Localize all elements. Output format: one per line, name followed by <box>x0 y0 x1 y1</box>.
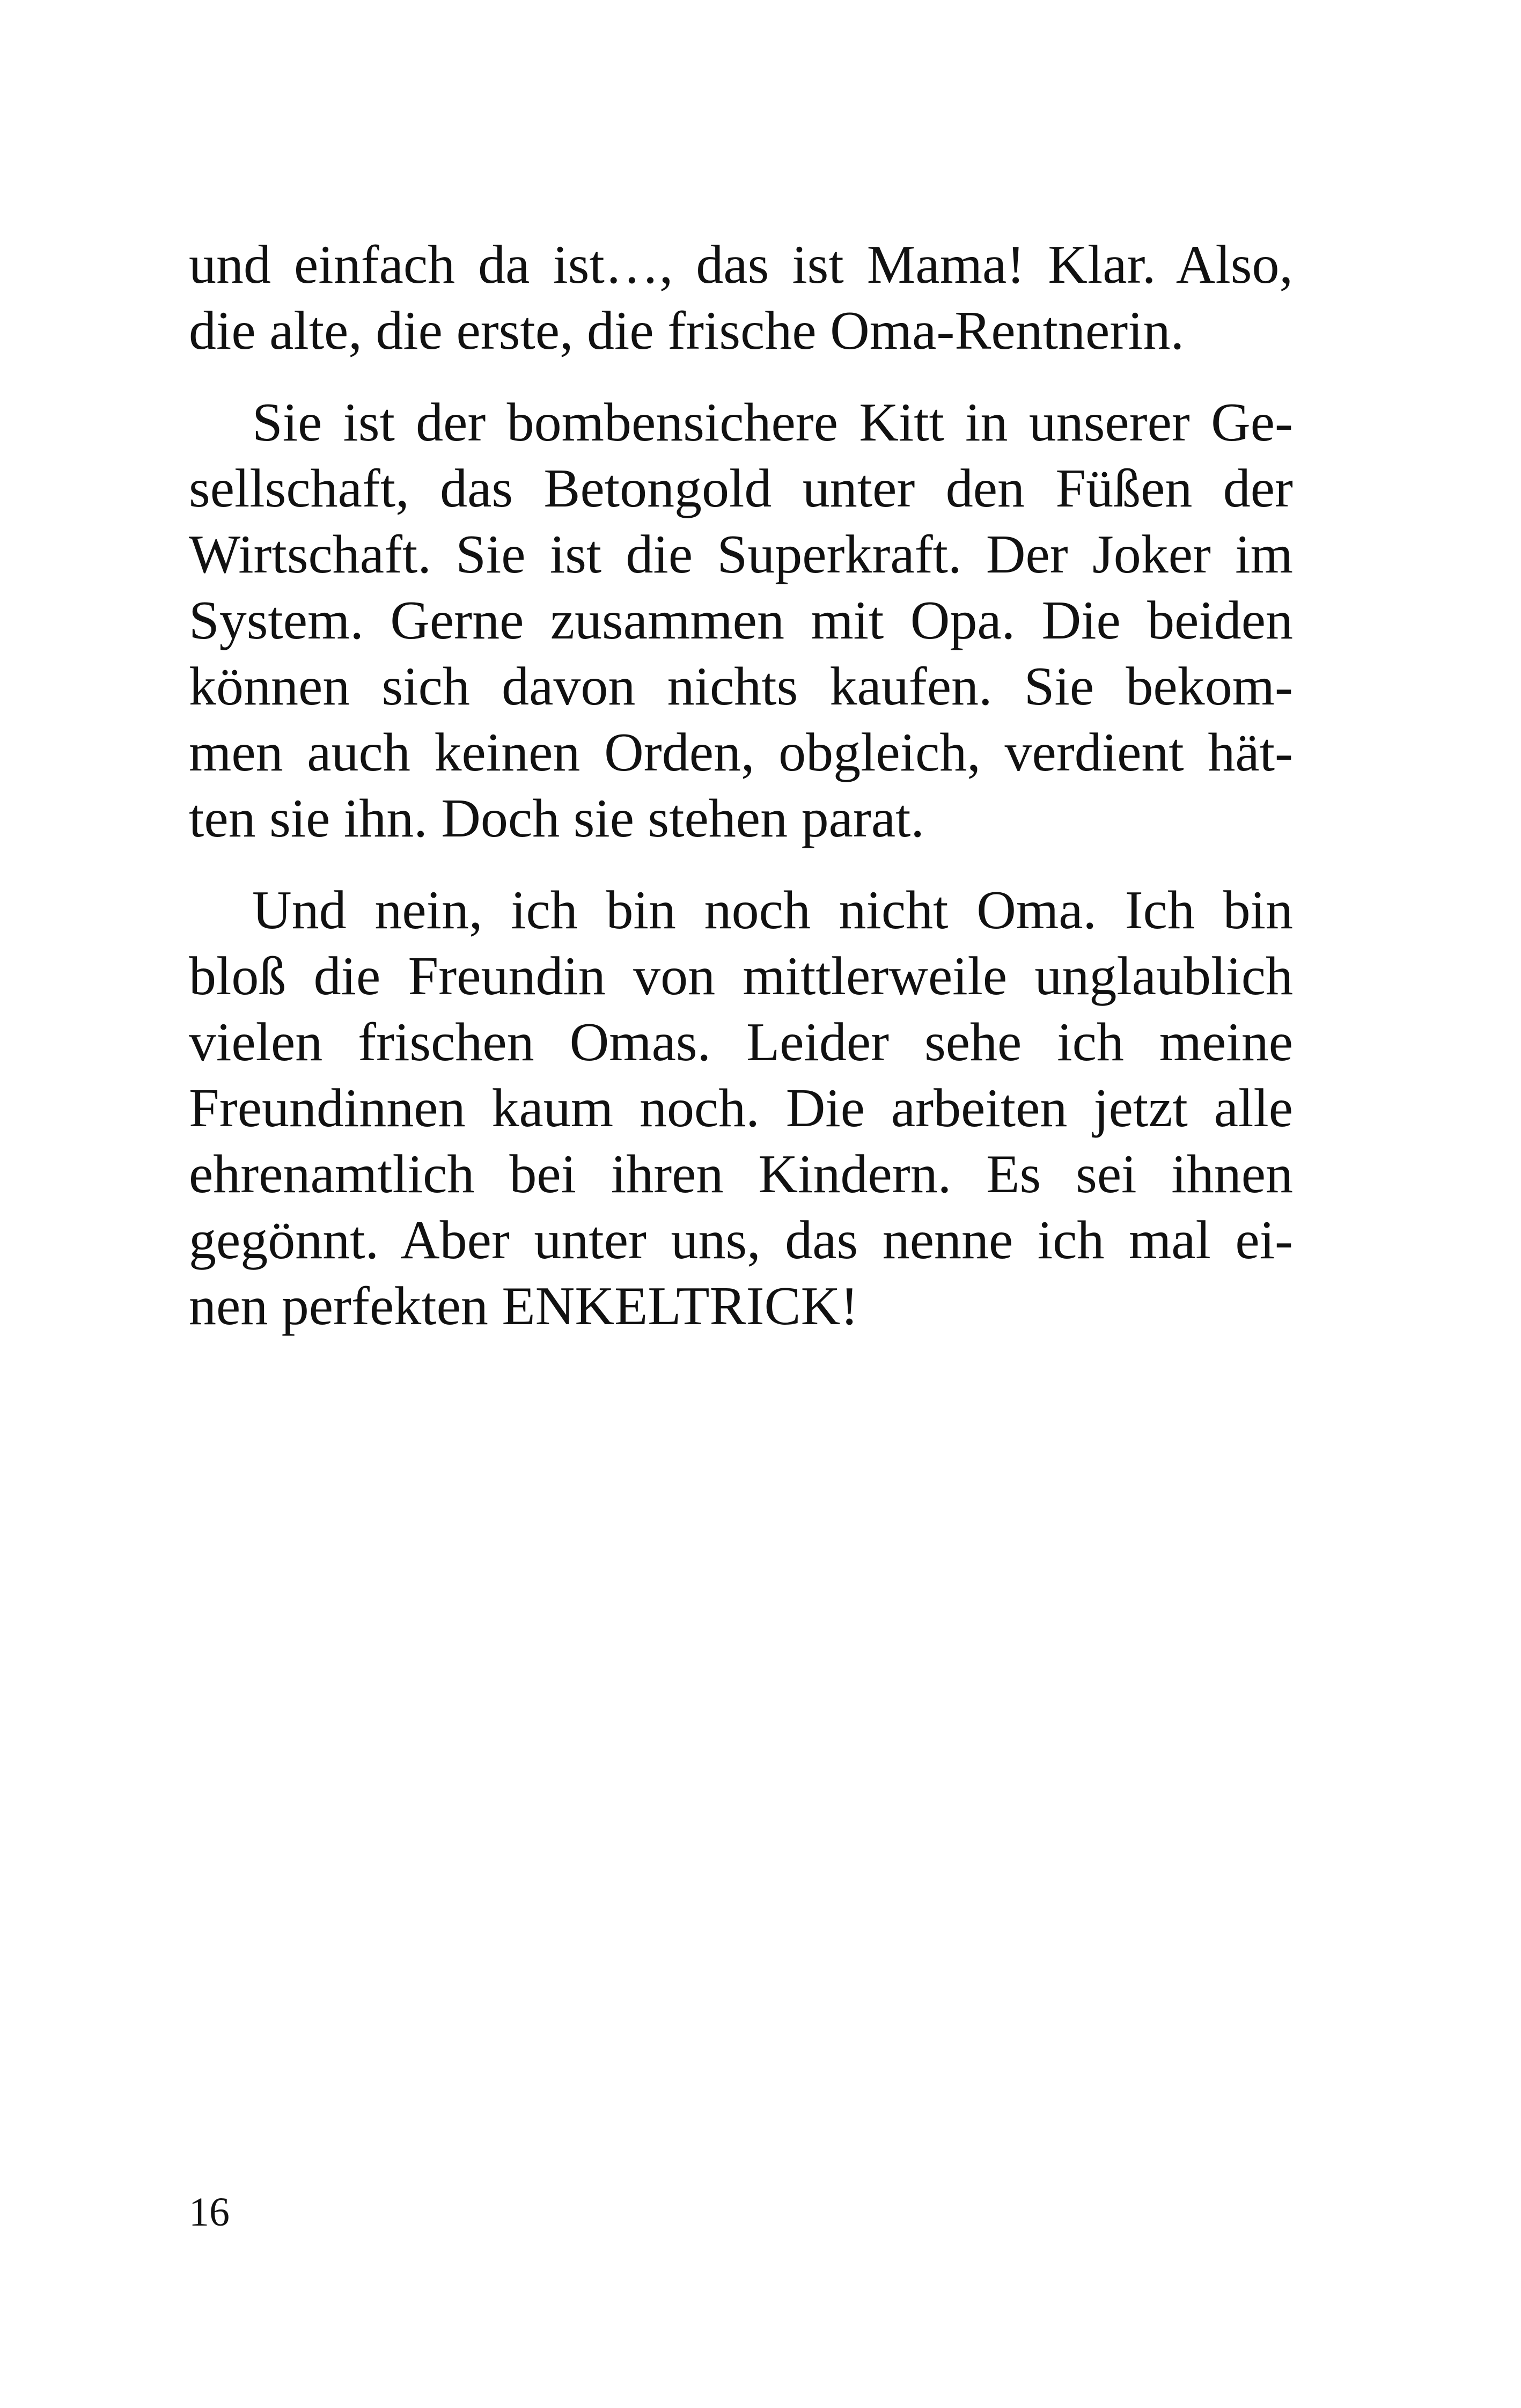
text-line: ten sie ihn. Doch sie stehen parat. <box>189 788 924 849</box>
page-number: 16 <box>189 2190 230 2235</box>
text-line: vielen frischen Omas. Leider sehe ich meine <box>189 1012 1293 1073</box>
text-line: können sich davon nichts kaufen. Sie bekom- <box>189 656 1293 717</box>
paragraph-1 <box>189 232 1293 364</box>
text-line: und einfach da ist…, das ist Mama! Klar. Also, <box>189 234 1293 295</box>
paragraph-3 <box>189 877 1293 1339</box>
text-line: gegönnt. Aber unter uns, das nenne ich mal ei- <box>189 1210 1293 1271</box>
text-line: Sie ist der bombensichere Kitt in unserer Ge- <box>252 392 1293 453</box>
text-line: ehrenamtlich bei ihren Kindern. Es sei ihnen <box>189 1144 1293 1205</box>
text-line: System. Gerne zusammen mit Opa. Die beiden <box>189 590 1293 651</box>
text-line: nen perfekten ENKELTRICK! <box>189 1276 859 1337</box>
text-line: die alte, die erste, die frische Oma-Rentnerin. <box>189 300 1185 361</box>
body-text <box>189 232 1293 1339</box>
text-line: sellschaft, das Betongold unter den Füßen der <box>189 458 1293 519</box>
paragraph-spacer <box>189 851 1293 877</box>
text-line: Freundinnen kaum noch. Die arbeiten jetzt alle <box>189 1078 1293 1139</box>
text-line: men auch keinen Orden, obgleich, verdient hät- <box>189 722 1293 783</box>
text-line: Wirtschaft. Sie ist die Superkraft. Der Joker im <box>189 524 1293 585</box>
paragraph-spacer <box>189 364 1293 390</box>
paragraph-2 <box>189 390 1293 851</box>
text-line: Und nein, ich bin noch nicht Oma. Ich bin <box>252 880 1293 941</box>
text-line: bloß die Freundin von mittlerweile unglaublich <box>189 946 1293 1007</box>
